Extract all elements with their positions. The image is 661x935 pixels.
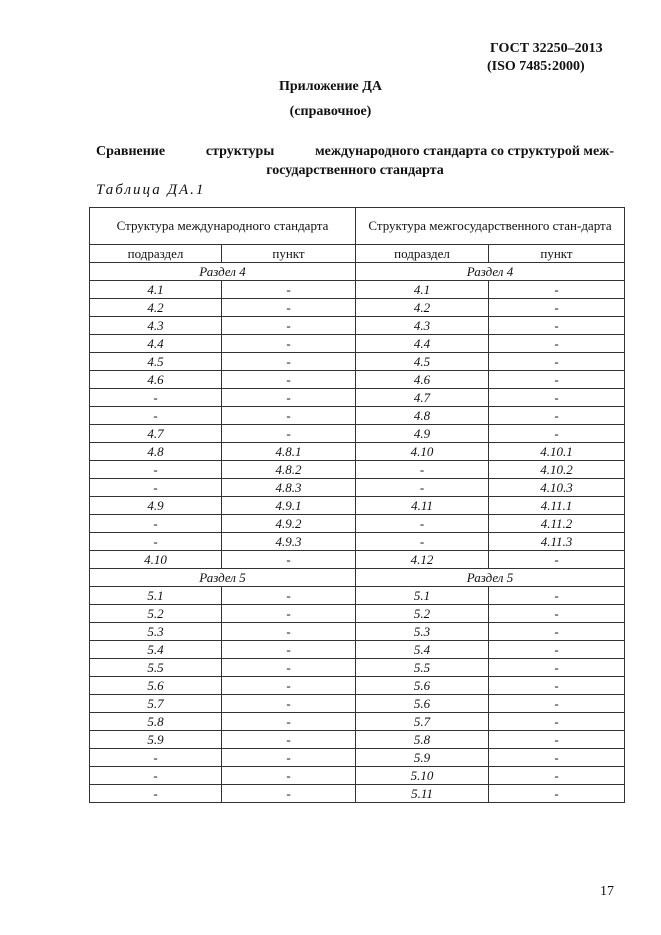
table-cell: - (222, 407, 356, 425)
section-label: Раздел 4 (356, 263, 625, 281)
table-cell: 5.9 (356, 749, 489, 767)
table-cell: 5.9 (90, 731, 222, 749)
table-cell: - (489, 353, 625, 371)
table-cell: 4.6 (356, 371, 489, 389)
table-cell: - (489, 335, 625, 353)
heading-line-2: государственного стандарта (266, 163, 444, 178)
table-cell: - (222, 749, 356, 767)
comparison-heading (96, 142, 614, 180)
table-row (90, 335, 625, 353)
table-row (90, 623, 625, 641)
table-cell: - (90, 515, 222, 533)
table-row (90, 425, 625, 443)
table-cell: - (222, 425, 356, 443)
table-cell: 4.9 (356, 425, 489, 443)
group-header-interstate: Структура межгосударственного стан-дарта (356, 208, 625, 245)
table-cell: 4.7 (90, 425, 222, 443)
table-cell: 4.8 (356, 407, 489, 425)
table-cell: 4.5 (90, 353, 222, 371)
table-row (90, 281, 625, 299)
table-cell: 4.1 (90, 281, 222, 299)
table-cell: 4.2 (356, 299, 489, 317)
table-cell: 4.3 (90, 317, 222, 335)
table-cell: 5.11 (356, 785, 489, 803)
table-cell: 4.6 (90, 371, 222, 389)
table-cell: - (489, 713, 625, 731)
table-cell: - (222, 695, 356, 713)
table-cell: - (222, 335, 356, 353)
heading-word-3: международного стандарта со структурой меж- (315, 144, 614, 159)
table-cell: 5.7 (356, 713, 489, 731)
table-cell: - (489, 623, 625, 641)
table-cell: 5.2 (356, 605, 489, 623)
table-caption: Таблица ДА.1 (96, 182, 206, 198)
table-cell: 4.8.2 (222, 461, 356, 479)
table-cell: - (489, 281, 625, 299)
table-row (90, 677, 625, 695)
table-cell: - (489, 785, 625, 803)
table-cell: - (222, 371, 356, 389)
table-cell: - (356, 515, 489, 533)
table-row (90, 587, 625, 605)
table-cell: 5.8 (356, 731, 489, 749)
table-cell: 5.1 (90, 587, 222, 605)
table-cell: 4.10.2 (489, 461, 625, 479)
table-cell: - (356, 533, 489, 551)
table-cell: - (90, 389, 222, 407)
table-row (90, 371, 625, 389)
table-cell: - (222, 623, 356, 641)
section-label: Раздел 5 (90, 569, 356, 587)
table-row (90, 767, 625, 785)
table-cell: - (222, 677, 356, 695)
table-cell: - (489, 677, 625, 695)
table-row (90, 443, 625, 461)
table-cell: - (222, 713, 356, 731)
table-cell: 4.7 (356, 389, 489, 407)
table-cell: 4.4 (90, 335, 222, 353)
section-row (90, 263, 625, 281)
table-cell: - (489, 767, 625, 785)
comparison-table (89, 207, 625, 803)
column-header: пункт (489, 245, 625, 263)
table-cell: 4.5 (356, 353, 489, 371)
table-cell: - (489, 731, 625, 749)
table-cell: 4.12 (356, 551, 489, 569)
table-cell: 4.8.1 (222, 443, 356, 461)
table-cell: - (489, 407, 625, 425)
table-row (90, 515, 625, 533)
table-row (90, 299, 625, 317)
table-cell: 5.6 (356, 677, 489, 695)
heading-word-2: структуры (205, 144, 275, 159)
table-cell: - (489, 749, 625, 767)
table-row (90, 389, 625, 407)
section-row (90, 569, 625, 587)
table-cell: - (222, 785, 356, 803)
table-cell: 4.9.1 (222, 497, 356, 515)
column-header: подраздел (90, 245, 222, 263)
table-row (90, 749, 625, 767)
table-cell: - (222, 353, 356, 371)
table-row (90, 659, 625, 677)
table-row (90, 317, 625, 335)
table-cell: - (222, 605, 356, 623)
table-cell: - (222, 641, 356, 659)
table-cell: 5.3 (356, 623, 489, 641)
table-cell: - (222, 551, 356, 569)
table-cell: 4.1 (356, 281, 489, 299)
heading-word-1: Сравнение (96, 144, 166, 159)
appendix-subtitle: (справочное) (289, 104, 372, 119)
table-cell: - (222, 659, 356, 677)
table-cell: 4.9.2 (222, 515, 356, 533)
table-cell: - (489, 317, 625, 335)
table-row (90, 461, 625, 479)
column-header: подраздел (356, 245, 489, 263)
table-cell: - (356, 479, 489, 497)
table-cell: - (489, 389, 625, 407)
table-cell: 4.9.3 (222, 533, 356, 551)
table-cell: - (90, 407, 222, 425)
table-cell: - (489, 695, 625, 713)
table-cell: 4.10 (356, 443, 489, 461)
table-cell: - (222, 389, 356, 407)
table-cell: 5.4 (90, 641, 222, 659)
table-row (90, 713, 625, 731)
table-cell: - (222, 587, 356, 605)
table-cell: - (489, 659, 625, 677)
table-cell: - (222, 281, 356, 299)
table-cell: 4.11.1 (489, 497, 625, 515)
table-row (90, 497, 625, 515)
group-header-international: Структура международного стандарта (90, 208, 356, 245)
table-cell: 5.4 (356, 641, 489, 659)
table-cell: 4.8 (90, 443, 222, 461)
section-label: Раздел 5 (356, 569, 625, 587)
table-cell: - (90, 767, 222, 785)
table-cell: 4.10.1 (489, 443, 625, 461)
standard-number: ГОСТ 32250–2013 (490, 41, 603, 56)
table-cell: - (90, 533, 222, 551)
table-cell: 4.10.3 (489, 479, 625, 497)
table-cell: - (222, 299, 356, 317)
table-row (90, 353, 625, 371)
table-row (90, 551, 625, 569)
table-cell: - (489, 641, 625, 659)
table-cell: 4.8.3 (222, 479, 356, 497)
column-header: пункт (222, 245, 356, 263)
table-cell: 4.9 (90, 497, 222, 515)
table-cell: 5.5 (90, 659, 222, 677)
table-cell: - (489, 605, 625, 623)
table-cell: - (489, 371, 625, 389)
iso-reference: (ISO 7485:2000) (487, 59, 585, 74)
table-row (90, 731, 625, 749)
table-cell: - (90, 749, 222, 767)
table-cell: - (90, 461, 222, 479)
table-row (90, 605, 625, 623)
table-cell: - (489, 587, 625, 605)
table-row (90, 785, 625, 803)
table-cell: - (489, 299, 625, 317)
table-cell: 4.10 (90, 551, 222, 569)
table-cell: - (489, 551, 625, 569)
table-cell: 5.3 (90, 623, 222, 641)
table-row (90, 695, 625, 713)
table-cell: - (90, 785, 222, 803)
table-cell: - (222, 731, 356, 749)
table-cell: 5.1 (356, 587, 489, 605)
table-cell: 5.7 (90, 695, 222, 713)
table-row (90, 641, 625, 659)
table-cell: - (356, 461, 489, 479)
table-row (90, 479, 625, 497)
table-cell: 5.2 (90, 605, 222, 623)
table-cell: 5.10 (356, 767, 489, 785)
table-row (90, 533, 625, 551)
table-cell: 4.11 (356, 497, 489, 515)
table-cell: 4.3 (356, 317, 489, 335)
table-cell: 5.8 (90, 713, 222, 731)
table-cell: 5.5 (356, 659, 489, 677)
table-cell: 5.6 (90, 677, 222, 695)
table-cell: - (90, 479, 222, 497)
section-label: Раздел 4 (90, 263, 356, 281)
table-cell: 4.11.2 (489, 515, 625, 533)
table-cell: - (222, 767, 356, 785)
page-number: 17 (600, 884, 614, 899)
table-cell: 5.6 (356, 695, 489, 713)
table-cell: - (222, 317, 356, 335)
table-row (90, 407, 625, 425)
table-cell: 4.11.3 (489, 533, 625, 551)
table-cell: 4.4 (356, 335, 489, 353)
table-cell: - (489, 425, 625, 443)
appendix-title: Приложение ДА (278, 79, 383, 94)
table-cell: 4.2 (90, 299, 222, 317)
